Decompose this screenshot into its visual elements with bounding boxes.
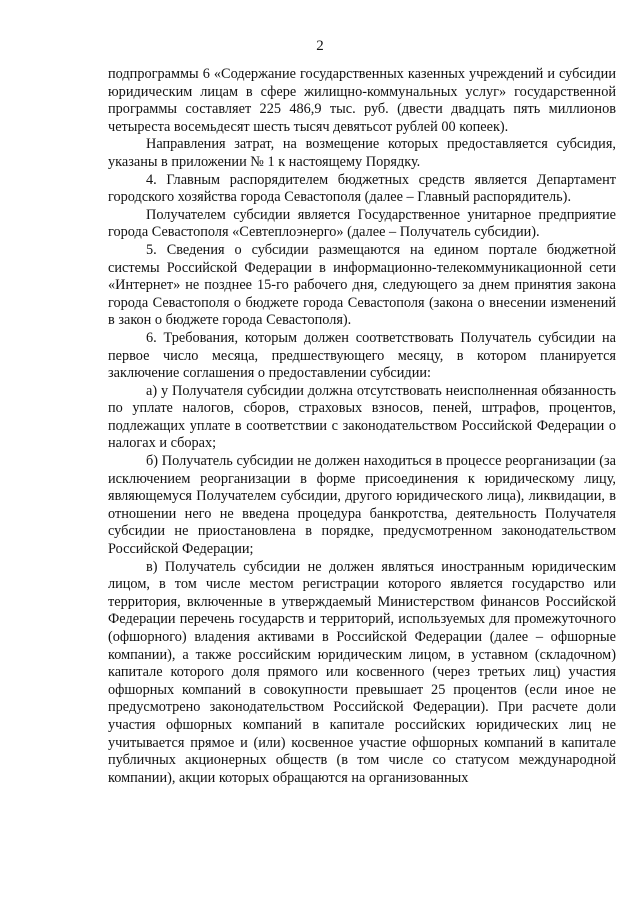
- paragraph-cost-directions: Направления затрат, на возмещение которых предоставляется субсидия, указаны в приложении № 1 к настоящему Порядку.: [108, 136, 616, 170]
- paragraph-recipient: Получателем субсидии является Государственное унитарное предприятие города Севастополя «Севтеплоэнерго» (далее – Получатель субсидии).: [108, 206, 616, 241]
- paragraph-requirements: 6. Требования, которым должен соответствовать Получатель субсидии на первое число месяца, предшествующего месяцу, в котором планируется заключение соглашения о предоставлении субсидии:: [108, 329, 616, 382]
- paragraph-publication: 5. Сведения о субсидии размещаются на едином портале бюджетной системы Российской Федерации в информационно-телекоммуникационной сети «Интернет» не позднее 15-го рабочего дня, следующего за днем принятия закона города Севастополя о бюджете города Севастополя (закона о внесении изменений в закон о бюджете города Севастополя).: [108, 241, 616, 329]
- paragraph-main-manager: 4. Главным распорядителем бюджетных средств является Департамент городского хозяйства города Севастополя (далее – Главный распорядитель).: [108, 171, 616, 206]
- page-number: 2: [316, 38, 324, 54]
- document-body: [108, 66, 616, 787]
- paragraph-requirement-c: в) Получатель субсидии не должен являться иностранным юридическим лицом, в том числе местом регистрации которого является государство или территория, включенные в утверждаемый Министерством финансов Российской Федерации перечень государств и территорий, используемых для промежуточного (офшорного) владения активами в Российской Федерации (далее – офшорные компании), а также российским юридическим лицом, в уставном (складочном) капитале которого доля прямого или косвенного (через третьих лиц) участия офшорных компаний в совокупности превышает 25 процентов (если иное не предусмотрено законодательством Российской Федерации). При расчете доли участия офшорных компаний в капитале российских юридических лиц не учитывается прямое и (или) косвенное участие офшорных компаний в капитале публичных акционерных обществ (в том числе со статусом международной компании), акции которых обращаются на организованных: [108, 558, 616, 786]
- paragraph-requirement-b: б) Получатель субсидии не должен находиться в процессе реорганизации (за исключением реорганизации в форме присоединения к юридическому лицу, являющемуся Получателем субсидии, другого юридического лица), ликвидации, в отношении него не введена процедура банкротства, деятельность Получателя субсидии не приостановлена в порядке, предусмотренном законодательством Российской Федерации;: [108, 453, 616, 558]
- paragraph-requirement-a: а) у Получателя субсидии должна отсутствовать неисполненная обязанность по уплате налогов, сборов, страховых взносов, пеней, штрафов, процентов, подлежащих уплате в соответствии с законодательством Российской Федерации о налогах и сборах;: [108, 382, 616, 452]
- paragraph-budget-amount: подпрограммы 6 «Содержание государственных казенных учреждений и субсидии юридическим лицам в сфере жилищно-коммунальных услуг» государственной программы составляет 225 486,9 тыс. руб. (двести двадцать пять миллионов четыреста восемьдесят шесть тысяч девятьсот рублей 00 копеек).: [108, 66, 616, 135]
